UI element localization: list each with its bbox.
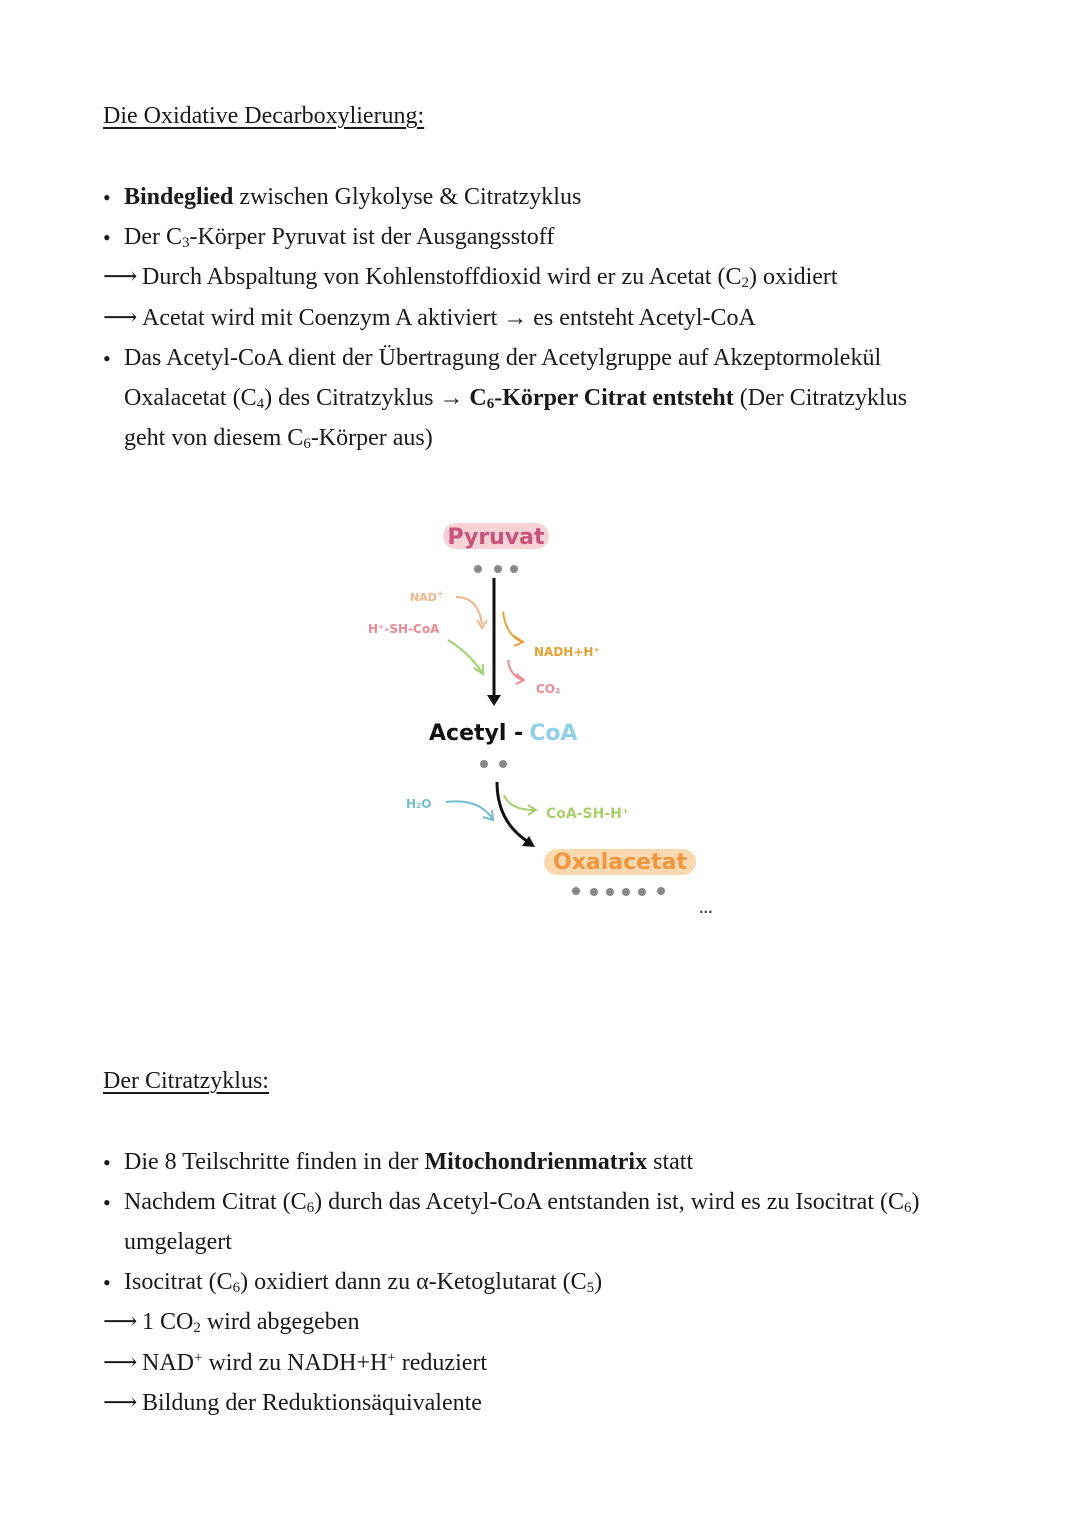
text-line: [142, 1307, 359, 1337]
text-span: es entsteht Acetyl-CoA: [527, 305, 756, 331]
subscript: 2: [741, 275, 749, 291]
text-span: ) des Citratzyklus: [264, 385, 440, 411]
pyruvat-dots: [474, 565, 518, 573]
arrow-icon: ⟶: [103, 305, 138, 331]
text-line: umgelagert: [124, 1229, 232, 1255]
arrow-icon: ⟶: [103, 1390, 138, 1416]
h2o-arrow: [446, 801, 492, 818]
subscript: 6: [904, 1200, 912, 1216]
text-span: ): [594, 1269, 603, 1295]
acetyl-dots: [480, 760, 507, 768]
text-span: CoA: [529, 721, 578, 746]
subscript: 6: [303, 436, 311, 452]
bullet-icon: •: [103, 1190, 111, 1215]
text-span: NAD: [410, 591, 437, 604]
text-line: [124, 1147, 693, 1177]
text-span: ) oxidiert: [748, 264, 838, 290]
bullet-icon: •: [103, 185, 111, 210]
text-span: wird abgegeben: [200, 1309, 360, 1335]
text-span: Durch Abspaltung von Kohlenstoffdioxid wird er zu Acetat (C: [142, 264, 742, 290]
section-heading-decarboxylierung: Die Oxidative Decarboxylierung:: [103, 103, 425, 129]
text-span: Acetat wird mit Coenzym A aktiviert: [142, 305, 504, 331]
bullet-icon: •: [103, 1150, 111, 1175]
text-span: C: [463, 385, 487, 411]
text-span: (Der Citratzyklus: [733, 385, 908, 411]
bold-term: Bindeglied: [124, 184, 234, 210]
co2-label: CO₂: [536, 682, 561, 696]
bullet-icon: •: [103, 1270, 111, 1295]
coa-out-label: CoA-SH-H⁺: [546, 806, 630, 822]
subscript: 6: [232, 1280, 241, 1296]
subscript: 6: [306, 1200, 315, 1216]
nad-label: [410, 589, 444, 604]
text-span: Isocitrat (C: [124, 1269, 233, 1295]
text-span: statt: [647, 1149, 694, 1175]
coa-in-arrow: [448, 640, 482, 672]
text-span: Oxalacetat (C: [124, 385, 257, 411]
nadh-arrow: [503, 612, 522, 642]
coa-out-arrow: [504, 795, 534, 810]
section-heading-citratzyklus: Der Citratzyklus:: [103, 1068, 269, 1094]
text-span: 1 CO: [142, 1309, 194, 1335]
text-span: geht von diesem C: [124, 425, 304, 451]
text-line: [142, 1348, 487, 1378]
bold-term: Mitochondrienmatrix: [424, 1149, 648, 1175]
arrow-icon: ⟶: [103, 1309, 138, 1335]
text-span: ): [911, 1189, 920, 1215]
text-span: Acetyl -: [429, 721, 524, 746]
subscript: 5: [586, 1280, 595, 1296]
text-line: Das Acetyl-CoA dient der Übertragung der Acetylgruppe auf Akzeptormolekül: [124, 345, 882, 371]
arrow-icon: ⟶: [103, 264, 138, 290]
text-line: [124, 1267, 602, 1297]
oxalacetat-dots: [572, 887, 665, 896]
text-span: ) durch das Acetyl-CoA entstanden ist, wird es zu Isocitrat (C: [314, 1189, 904, 1215]
text-span: wird zu NADH+H: [202, 1350, 388, 1376]
text-span: reduziert: [395, 1350, 488, 1376]
arrow-icon: ⟶: [103, 1350, 138, 1376]
text-span: -Körper Citrat entsteht: [494, 385, 734, 411]
text-span: NAD: [142, 1350, 194, 1376]
text-span: Nachdem Citrat (C: [124, 1189, 307, 1215]
subscript: 3: [181, 235, 190, 251]
bullet-icon: •: [103, 225, 111, 250]
superscript: +: [194, 1350, 203, 1366]
text-span: -Körper aus): [310, 425, 433, 451]
text-span: -Körper Pyruvat ist der Ausgangsstoff: [189, 224, 555, 250]
oxalacetat-label: Oxalacetat: [553, 850, 687, 875]
text-span: Der C: [124, 224, 182, 250]
oxalacetat-arrow: [497, 782, 530, 843]
inline-arrow: →: [439, 385, 464, 411]
text-span: zwischen Glykolyse & Citratzyklus: [233, 184, 582, 210]
main-arrow-head: [487, 695, 501, 706]
text-line: [124, 1187, 920, 1217]
text-span: ) oxidiert dann zu α-Ketoglutarat (C: [240, 1269, 587, 1295]
coa-in-label: H⁺-SH-CoA: [368, 622, 440, 636]
acetyl-coa-label: [429, 721, 577, 746]
superscript: +: [436, 589, 444, 598]
text-span: Die 8 Teilschritte finden in der: [124, 1149, 425, 1175]
subscript: 2: [193, 1320, 201, 1336]
h2o-label: H₂O: [406, 797, 432, 811]
subscript: 4: [256, 396, 265, 412]
pyruvat-label: Pyruvat: [447, 525, 545, 550]
subscript: 6: [486, 396, 495, 412]
bullet-icon: •: [103, 346, 111, 371]
nadh-label: NADH+H⁺: [534, 645, 600, 659]
superscript: +: [387, 1350, 396, 1366]
text-line: Bildung der Reduktionsäquivalente: [142, 1390, 482, 1416]
continuation-ellipsis: ...: [699, 902, 713, 916]
inline-arrow: →: [503, 305, 528, 331]
